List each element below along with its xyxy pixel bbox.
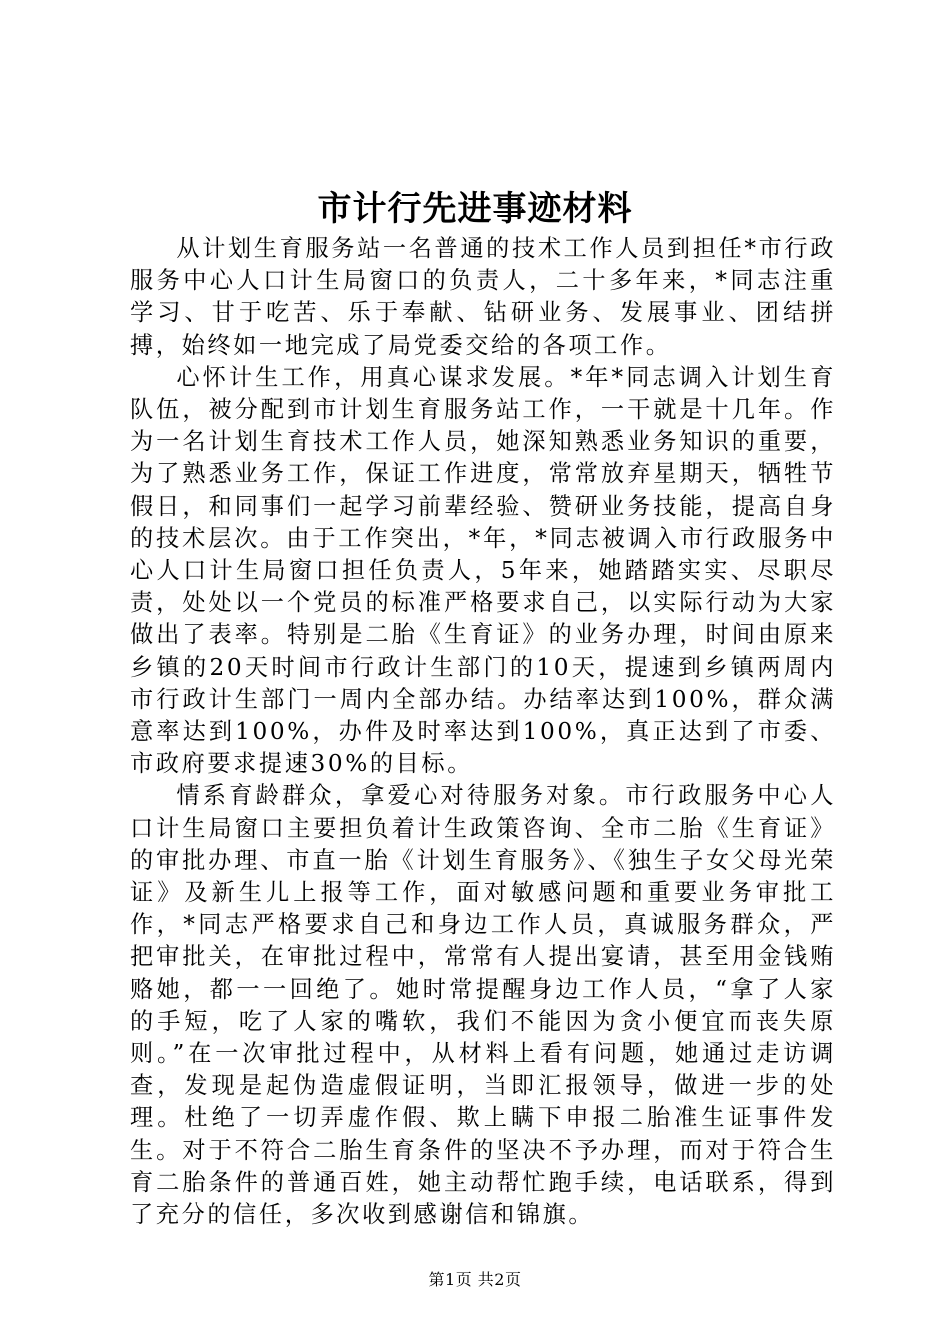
- paragraph-service-masses: 情系育龄群众，拿爱心对待服务对象。市行政服务中心人口计生局窗口主要担负着计生政策咨询、全市二胎《生育证》的审批办理、市直一胎《计划生育服务》、《独生子女父母光荣证》及新生儿上报等工作，面对敏感问题和重要业务审批工作，*同志严格要求自己和身边工作人员，真诚服务群众，严把审批关，在审批过程中，常常有人提出宴请，甚至用金钱贿赂她，都一一回绝了。她时常提醒身边工作人员，“拿了人家的手短，吃了人家的嘴软，我们不能因为贪小便宜而丧失原则。”在一次审批过程中，从材料上看有问题，她通过走访调查，发现是起伪造虚假证明，当即汇报领导，做进一步的处理。杜绝了一切弄虚作假、欺上瞒下申报二胎准生证事件发生。对于不符合二胎生育条件的坚决不予办理，而对于符合生育二胎条件的普通百姓，她主动帮忙跑手续，电话联系，得到了充分的信任，多次收到感谢信和锦旗。: [130, 782, 836, 1229]
- page-number-footer: 第1页 共2页: [428, 1270, 522, 1289]
- document-body: [130, 233, 836, 1231]
- document-title: 市计行先进事迹材料: [317, 189, 633, 229]
- paragraph-career-development: 心怀计生工作，用真心谋求发展。*年*同志调入计划生育队伍，被分配到市计划生育服务站工作，一干就是十几年。作为一名计划生育技术工作人员，她深知熟悉业务知识的重要，为了熟悉业务工作，保证工作进度，常常放弃星期天，牺牲节假日，和同事们一起学习前辈经验、赞研业务技能，提高自身的技术层次。由于工作突出，*年，*同志被调入市行政服务中心人口计生局窗口担任负责人，5年来，她踏踏实实、尽职尽责，处处以一个党员的标准严格要求自己，以实际行动为大家做出了表率。特别是二胎《生育证》的业务办理，时间由原来乡镇的20天时间市行政计生部门的10天，提速到乡镇两周内市行政计生部门一周内全部办结。办结率达到100%，群众满意率达到100%，办件及时率达到100%，真正达到了市委、市政府要求提速30%的目标。: [130, 363, 836, 778]
- paragraph-intro: 从计划生育服务站一名普通的技术工作人员到担任*市行政服务中心人口计生局窗口的负责人，二十多年来，*同志注重学习、甘于吃苦、乐于奉献、钻研业务、发展事业、团结拼搏，始终如一地完成了局党委交给的各项工作。: [130, 235, 836, 359]
